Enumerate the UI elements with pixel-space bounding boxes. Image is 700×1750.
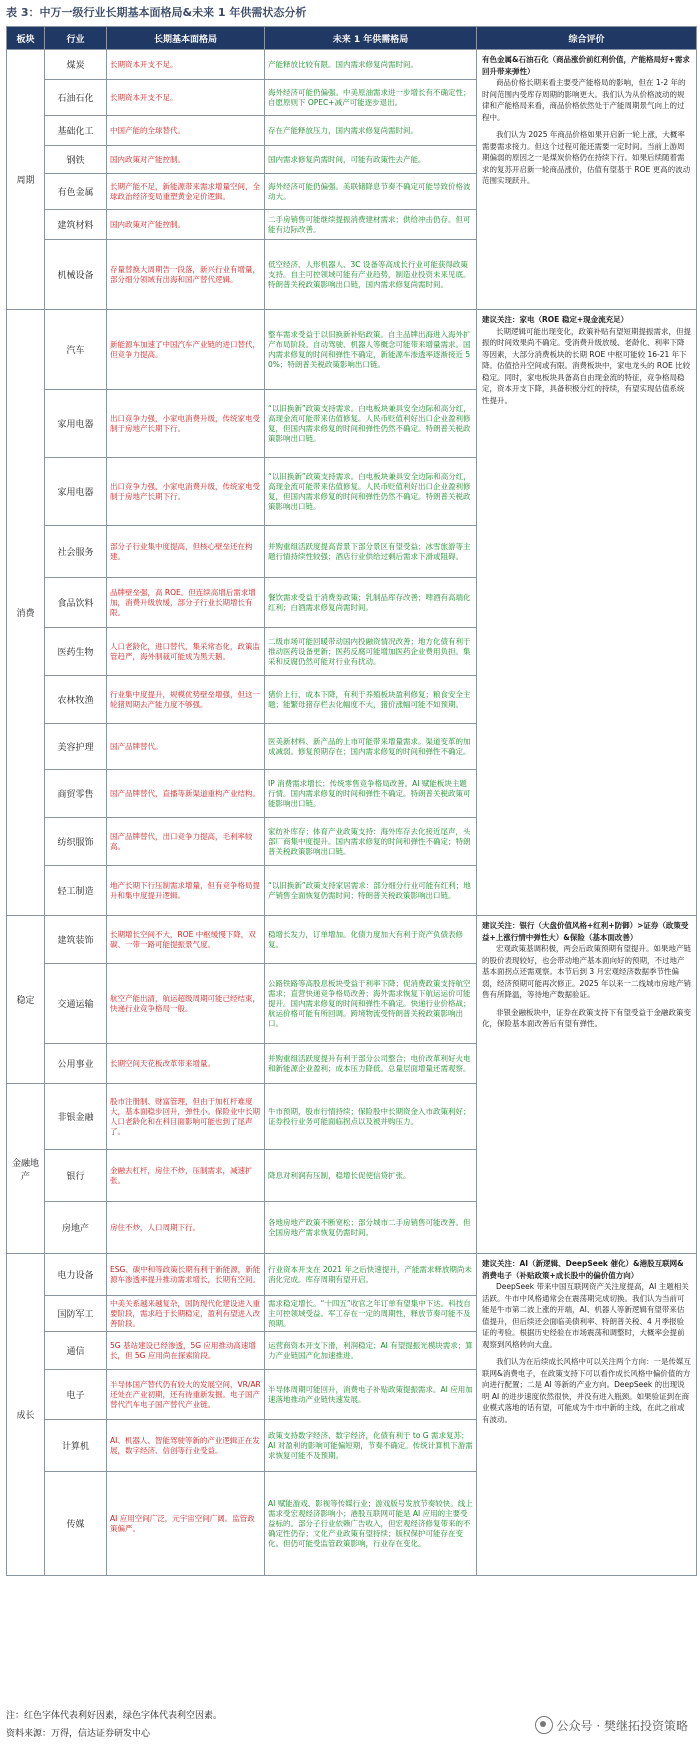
next-year-cell: 政策支持数字经济、数字经济，化债有利于 to G 需求复苏；AI 对盈利的影响可能偏短期，节奏不确定。传统计算机下游需求恢复可能不及预期。 [265, 1420, 477, 1472]
table-row [7, 310, 697, 390]
long-term-cell: 中国产能的全球替代。 [107, 116, 265, 146]
industry-cell: 商贸零售 [45, 770, 107, 818]
next-year-cell: 产能释放比较有限。国内需求修复尚需时间。 [265, 50, 477, 80]
sector-cell: 周期 [7, 50, 45, 310]
next-year-cell: 并购重组活跃度提高背景下部分景区有望受益；冰雪旅游等主题行情持续性较强；酒店行业供给过剩后需求下滑或阻碍。 [265, 526, 477, 578]
long-term-cell: 地产长期下行压制需求增量，但有竞争格局提升和集中度提升逻辑。 [107, 866, 265, 916]
industry-cell: 机械设备 [45, 240, 107, 310]
long-term-cell: 中美关系越来越复杂，国防现代化建设进入重要阶段，需求趋于长期稳定，盈利有望进入改善阶段。 [107, 1296, 265, 1332]
industry-cell: 基础化工 [45, 116, 107, 146]
long-term-cell: AI 应用空间广泛，元宇宙空间广阔。监管政策偏严。 [107, 1472, 265, 1576]
next-year-cell: 行业资本开支在 2021 年之后快速提升，产能需求释放期尚未消化完成。库存周期有望开启。 [265, 1254, 477, 1296]
next-year-cell: 需求稳定增长。“十四五”收官之年订单有望集中下达。科技自主可控领域受益。军工存在一定的周期性，释放节奏可能不及预期。 [265, 1296, 477, 1332]
industry-cell: 非银金融 [45, 1084, 107, 1150]
industry-cell: 建筑材料 [45, 210, 107, 240]
industry-cell: 社会服务 [45, 526, 107, 578]
industry-cell: 通信 [45, 1332, 107, 1370]
industry-analysis-table [6, 26, 697, 1576]
next-year-cell: 存在产能释放压力，国内需求修复尚需时间。 [265, 116, 477, 146]
next-year-cell: 整车需求受益于以旧换新补贴政策。自主品牌出海进入海外扩产布局阶段。自动驾驶、机器人等概念可能带来增量需求。国内需求修复的时间和弹性不确定，新能源车渗透率逐渐接近 50%；特朗普关税政策影响出口链。 [265, 310, 477, 390]
next-year-cell: 低空经济、人形机器人、3C 设备等高成长行业可能获得政策支持。自主可控领域可能有产业趋势，制造业投资未来见底。特朗普关税政策影响出口链，国内需求修复尚需时间。 [265, 240, 477, 310]
evaluation-paragraph: 我们认为 2025 年商品价格如果开启新一轮上涨，大概率需要需求接力。但这个过程可能还需要一定时间。当前上游周期偏弱的原因之一是煤炭价格仍在持续下行。如果后续随着需求的复苏开启新一轮商品涨价，估值有望基于 ROE 更高的波动范围实现跃升。 [482, 130, 691, 185]
table-header-row [7, 27, 697, 50]
evaluation-heading: 建议关注：家电（ROE 稳定+现金流充足） [482, 315, 629, 324]
wechat-icon [535, 1716, 553, 1734]
table-row [7, 1254, 697, 1296]
next-year-cell: 公路铁路等高股息板块受益于利率下降；促消费政策支持航空需求；直营快递竞争格局改善；海外需求恢复下航运运价可能提升。国内需求修复的时间和弹性不确定。快递行业价格战；航运价格可能有所回调。跨境物流受特朗普关税政策影响出口。 [265, 964, 477, 1044]
industry-cell: 传媒 [45, 1472, 107, 1576]
long-term-cell: 航空产能出清，航运超级周期可能已经结束，快递行业竞争格局一般。 [107, 964, 265, 1044]
evaluation-paragraph: 长期逻辑可能出现变化，政策补贴有望短期提振需求，但提振的时间效果尚不确定。受消费升级放缓、老龄化、利率下降等因素，大部分消费板块的长期 ROE 中枢可能较 16-21 年下降。估值拾升空间或有限。消费板块中，家电龙头的 ROE 比较稳定。同时，家电板块具备高自由现金流的特征，竞争格局稳定，资本开支下降，具备积极分红的持续，有望实现估值系统性提升。 [482, 326, 691, 405]
next-year-cell: AI 赋能游戏、影视等传媒行业；游戏版号发放节奏较快。线上需求受宏观经济影响小；港股互联网可能是 AI 应用的主要受益标的。部分子行业依赖广告收入，但宏观经济修复带来的不确定性仍存；文化产业政策有望持续；版权保护可能存在变化。但仍可能受监管政策影响，行业存在变化。 [265, 1472, 477, 1576]
next-year-cell: 海外经济可能仍偏强。中美原油需求进一步增长有不确定性；自愿原则下 OPEC+减产可能逐步退出。 [265, 80, 477, 116]
industry-cell: 美容护理 [45, 724, 107, 770]
long-term-cell: 部分子行业集中度提高，但核心壁垒还在构建。 [107, 526, 265, 578]
long-term-cell: 长期资本开支不足。 [107, 80, 265, 116]
next-year-cell: 二级市场可能回暖带动国内投融资情况改善；地方化债有利于推动医药设备更新；医药反腐可能增加医药企业费用负担。集采和反腐仍然可能对行业有扰动。 [265, 628, 477, 676]
long-term-cell: 5G 基站建设已经渗透，5G 应用推动高速增长，但 5G 应用尚在探索阶段。 [107, 1332, 265, 1370]
next-year-cell: 稳增长发力，订单增加。化债力度加大有利于资产负债表修复。 [265, 916, 477, 964]
evaluation-paragraph: 非银金融板块中，证券在政策支持下有望受益于金融政策变化，保险基本面改善后有望有弹性。 [482, 1007, 691, 1028]
long-term-cell: 长期产能不足，新能源带来需求增量空间，全球政治经济变局重塑黄金定价逻辑。 [107, 174, 265, 210]
industry-cell: 食品饮料 [45, 578, 107, 628]
evaluation-cell [477, 50, 697, 310]
long-term-cell: 出口竞争力强，小家电消费升级，传统家电受制于房地产长期下行。 [107, 458, 265, 526]
table-row [7, 50, 697, 80]
long-term-cell: 人口老龄化，进口替代，集采常态化，政策监管趋严，海外制裁可能成为黑天鹅。 [107, 628, 265, 676]
long-term-cell: 长期增长空间不大，ROE 中枢缓慢下降，双碳、一带一路可能提振景气度。 [107, 916, 265, 964]
evaluation-paragraph: 商品价格长期来看主要受产能格局的影响，但在 1-2 年的时间范围内受库存周期的影响更大。我们认为从价格波动的规律和产能格局来看，商品价格依然处于产能周期景气向上的过程中。 [482, 78, 686, 122]
next-year-cell: 并购重组活跃度提升有利于部分公司整合；电价改革利好火电和新能源企业盈利；成本压力降低。总量层面增量还需观察。 [265, 1044, 477, 1084]
evaluation-heading: 建议关注：银行（大盘价值风格+红利+防御）>证券（政策受益+上涨行情中弹性大）&保险（基本面改善） [482, 921, 689, 942]
sector-cell: 金融地产 [7, 1084, 45, 1254]
long-term-cell: 国产品牌替代。 [107, 724, 265, 770]
long-term-cell: 金融去杠杆，房住不炒，压制需求，减速扩张。 [107, 1150, 265, 1202]
next-year-cell: 各地房地产政策不断宽松；部分城市二手房销售可能改善。但全国房地产需求恢复仍需时间。 [265, 1202, 477, 1254]
next-year-cell: 餐饮需求受益于消费券政策；乳制品库存改善；啤酒有高端化红利；白酒需求修复尚需时间。 [265, 578, 477, 628]
next-year-cell: 运营商资本开支下滑，利润稳定；AI 有望提振光模块需求；算力产业链国产化加速推进。 [265, 1332, 477, 1370]
next-year-cell: “以旧换新”政策支持需求。白电板块兼具安全边际和高分红，高现金流可能带来估值修复。人民币贬值利好出口企业盈利修复，但国内需求修复的时间和弹性仍然不确定。特朗普关税政策影响出口链。 [265, 458, 477, 526]
industry-cell: 家用电器 [45, 390, 107, 458]
next-year-cell: 猪价上行，成本下降，有利于养殖板块盈利修复；粮食安全主题；能繁母猪存栏去化幅度不大，猪价涨幅可能不如预期。 [265, 676, 477, 724]
long-term-cell: 股市注册制、财富管理，但由于加杠杆难度大，基本面稳步回升，弹性小。保险业中长期人口老龄化和在科目面影响可能也到了尾声了。 [107, 1084, 265, 1150]
evaluation-paragraph: 宏观政策基调积极，两会后政策预期有望提升。如果地产链的股价表现较好，也会带动地产基本面向好的预期，不过地产基本面拐点还需观察。本节后到 3 月宏观经济数据季节性偏弱，经济预期可能再次修正。2025 年以来一二线城市房地产销售有所降温，等待地产数据验证。 [482, 944, 691, 999]
evaluation-cell [477, 1254, 697, 1576]
long-term-cell: 房住不炒，人口周期下行。 [107, 1202, 265, 1254]
industry-cell: 国防军工 [45, 1296, 107, 1332]
long-term-cell: ESG、碳中和等政策长期有利于新能源，新能源车渗透率提升推动需求增长，长期有空间。 [107, 1254, 265, 1296]
evaluation-paragraph: 我们认为在后续成长风格中可以关注两个方向：一是传媒互联网&消费电子，在政策支持下可以看作成长风格中偏价值的方向进行配置；二是 AI 等新的产业方向。DeepSeek 的出现说明 AI 的进步速度依然很快，并没有进入瓶颈。如果验证到在商业模式落地的话有望，可能成为牛市中新的主线，在此之前或有波动。 [482, 1357, 691, 1424]
next-year-cell: “以旧换新”政策支持需求。白电板块兼具安全边际和高分红，高现金流可能带来估值修复。人民币贬值利好出口企业盈利修复，但国内需求修复的时间和弹性仍然不确定。特朗普关税政策影响出口链。 [265, 390, 477, 458]
industry-cell: 纺织服饰 [45, 818, 107, 866]
long-term-cell: 存量替换大周期告一段落，新兴行业有增量，部分细分领域有出海和国产替代逻辑。 [107, 240, 265, 310]
long-term-cell: 长期资本开支不足。 [107, 50, 265, 80]
sector-cell: 稳定 [7, 916, 45, 1084]
industry-cell: 家用电器 [45, 458, 107, 526]
industry-cell: 交通运输 [45, 964, 107, 1044]
next-year-cell: 降息对利润有压制，稳增长促使信贷扩张。 [265, 1150, 477, 1202]
evaluation-heading: 建议关注：AI（新逻辑、DeepSeek 催化）&港股互联网&消费电子（补贴政策+成长股中的偏价值方向） [482, 1259, 684, 1280]
header-long-term: 长期基本面格局 [107, 27, 265, 50]
source-note: 资料来源：万得，信达证券研发中心 [6, 1729, 151, 1739]
next-year-cell: 二手房销售可能继续提振消费建材需求；供给冲击仍存。但可能有边际改善。 [265, 210, 477, 240]
long-term-cell: 行业集中度提升，规模优势壁垒增强，但这一轮猪周期去产能力度不够强。 [107, 676, 265, 724]
industry-cell: 汽车 [45, 310, 107, 390]
header-evaluation: 综合评价 [477, 27, 697, 50]
sector-cell: 成长 [7, 1254, 45, 1576]
header-sector: 板块 [7, 27, 45, 50]
industry-cell: 医药生物 [45, 628, 107, 676]
evaluation-heading: 有色金属&石油石化（商品涨价前红利价值，产能格局好+需求回升带来弹性） [482, 55, 690, 76]
long-term-cell: 品牌壁垒强，高 ROE。但连续高增后需求增加，消费升级放缓，部分子行业长期增长有限。 [107, 578, 265, 628]
long-term-cell: 出口竞争力强，小家电消费升级，传统家电受制于房地产长期下行。 [107, 390, 265, 458]
industry-cell: 建筑装饰 [45, 916, 107, 964]
evaluation-paragraph: DeepSeek 带来中国互联网资产关注度提高，AI 主题相关活跃。牛市中风格通常会在震荡期完成切换。我们认为当前可能是牛市第二波上涨的开端，AI、机器人等新逻辑有望带来估值提升，但后续还会面临美债利率、特朗普关税、4 月季报验证的考验。根据历史经验在市场震荡和调整时，大概率会提前观察到风格转向大盘。 [482, 1282, 689, 1349]
industry-cell: 银行 [45, 1150, 107, 1202]
next-year-cell: 海外经济可能仍偏强。美联储降息节奏不确定可能导致价格波动大。 [265, 174, 477, 210]
industry-cell: 轻工制造 [45, 866, 107, 916]
next-year-cell: 牛市预期，股市行情持续；保险股中长期资金入市政策利好；证券投行业务可能面临拐点以及被并购压力。 [265, 1084, 477, 1150]
table-title: 表 3：中万一级行业长期基本面格局&未来 1 年供需状态分析 [6, 6, 307, 19]
evaluation-cell [477, 916, 697, 1254]
industry-cell: 钢铁 [45, 146, 107, 174]
industry-cell: 电子 [45, 1370, 107, 1420]
next-year-cell: 医美新材料、新产品的上市可能带来增量需求。渠道变革的加成减弱。修复预期存在；国内需求修复的时间和弹性不确定。 [265, 724, 477, 770]
table-row [7, 916, 697, 964]
long-term-cell: 国内政策对产能控制。 [107, 146, 265, 174]
sector-cell: 消费 [7, 310, 45, 916]
long-term-cell: 新能源车加速了中国汽车产业链的进口替代，但竞争力提高。 [107, 310, 265, 390]
footnote: 注：红色字体代表利好因素，绿色字体代表利空因素。 [6, 1711, 223, 1721]
watermark-text: 公众号 · 樊继拓投资策略 [556, 1718, 688, 1733]
next-year-cell: “以旧换新”政策支持家居需求：部分细分行业可能有红利；地产销售全面恢复仍需时间；特朗普关税政策影响出口链。 [265, 866, 477, 916]
watermark [535, 1716, 688, 1734]
long-term-cell: 国内政策对产能控制。 [107, 210, 265, 240]
industry-cell: 农林牧渔 [45, 676, 107, 724]
header-industry: 行业 [45, 27, 107, 50]
next-year-cell: IP 消费需求增长；传统零售竞争格局改善。AI 赋能板块主题行情。国内需求修复的时间和弹性不确定。特朗普关税政策可能影响出口链。 [265, 770, 477, 818]
long-term-cell: 长期空间天花板改革带来增量。 [107, 1044, 265, 1084]
next-year-cell: 家纺补库存；体育产业政策支持：海外库存去化接近尾声，头部厂商集中度提升。国内需求修复的时间和弹性不确定；特朗普关税政策影响出口链。 [265, 818, 477, 866]
next-year-cell: 国内需求修复尚需时间，可能有政策性去产能。 [265, 146, 477, 174]
industry-cell: 有色金属 [45, 174, 107, 210]
industry-cell: 电力设备 [45, 1254, 107, 1296]
industry-cell: 煤炭 [45, 50, 107, 80]
industry-cell: 公用事业 [45, 1044, 107, 1084]
industry-cell: 计算机 [45, 1420, 107, 1472]
next-year-cell: 半导体周期可能回升，消费电子补贴政策提振需求。AI 应用加速落地推动产业链快速发展。 [265, 1370, 477, 1420]
header-next-year: 未来 1 年供需格局 [265, 27, 477, 50]
long-term-cell: AI、机器人、智能驾驶等新的产业逻辑正在发展，数字经济、信创等行业受益。 [107, 1420, 265, 1472]
long-term-cell: 半导体国产替代仍有较大的发展空间，VR/AR 还处在产业初期，还有待重新发掘。电子国产替代汽车电子国产替代产业链。 [107, 1370, 265, 1420]
industry-cell: 石油石化 [45, 80, 107, 116]
industry-cell: 房地产 [45, 1202, 107, 1254]
long-term-cell: 国产品牌替代，出口竞争力提高，毛利率较高。 [107, 818, 265, 866]
long-term-cell: 国产品牌替代，直播等新渠道重构产业结构。 [107, 770, 265, 818]
evaluation-cell [477, 310, 697, 916]
